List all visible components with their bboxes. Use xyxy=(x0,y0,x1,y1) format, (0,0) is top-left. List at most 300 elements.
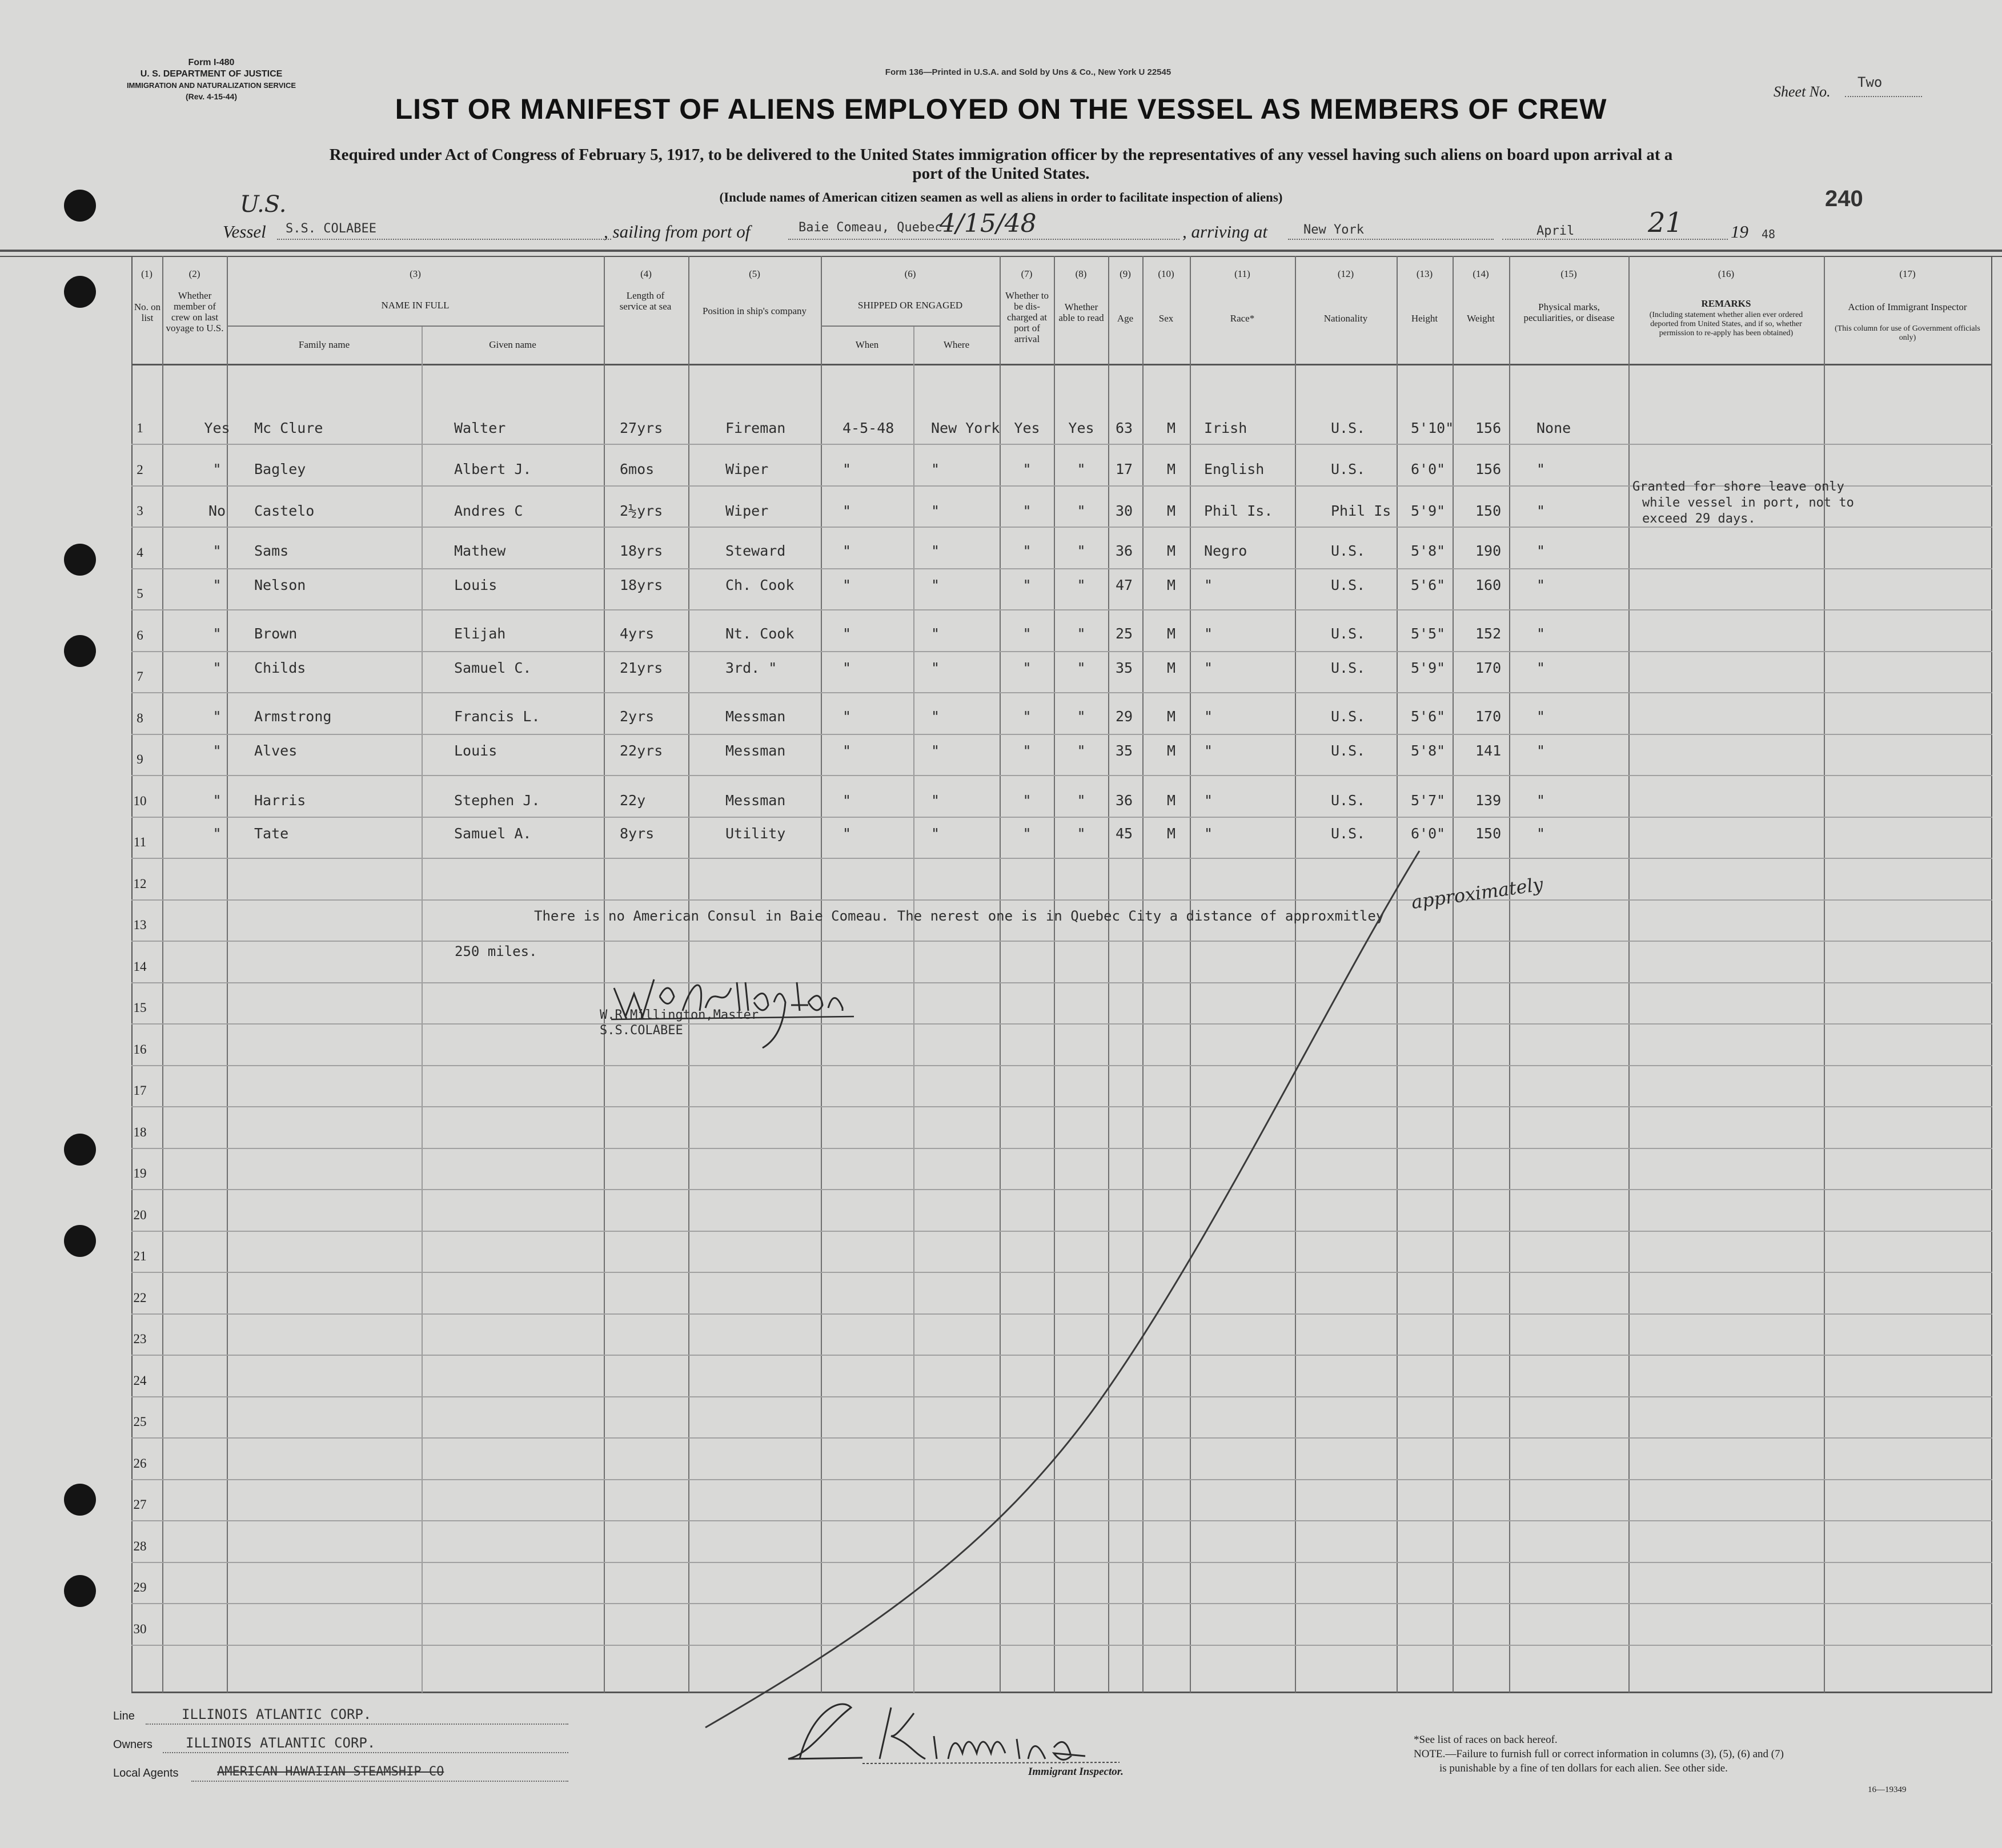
remarks-line3: exceed 29 days. xyxy=(1642,512,1756,526)
row-number: 4 xyxy=(137,545,143,560)
inspector-signature xyxy=(777,1690,1131,1776)
cell-service: 8yrs xyxy=(620,825,655,842)
cell-marks: " xyxy=(1536,742,1546,759)
remarks-line2: while vessel in port, not to xyxy=(1642,496,1854,510)
footer-line-label: Line xyxy=(113,1710,135,1722)
cell-family: Sams xyxy=(254,543,289,559)
table-top-border-2 xyxy=(0,256,2002,257)
cell-given: Elijah xyxy=(454,625,506,642)
cell-weight: 141 xyxy=(1475,742,1502,759)
cell-marks: " xyxy=(1536,577,1546,593)
department: U. S. DEPARTMENT OF JUSTICE xyxy=(140,69,283,79)
col-hdr-age: Age xyxy=(1117,313,1134,324)
cell-weight: 170 xyxy=(1475,708,1502,725)
col-num-14: (14) xyxy=(1473,268,1489,279)
cell-prev: " xyxy=(212,742,222,759)
cell-given: Samuel C. xyxy=(454,660,532,676)
col-num-15: (15) xyxy=(1560,268,1577,279)
row-number: 13 xyxy=(133,918,147,932)
binder-hole xyxy=(64,1575,96,1607)
cell-read: " xyxy=(1077,825,1086,842)
cell-nationality: U.S. xyxy=(1331,420,1366,436)
cell-where: " xyxy=(931,503,940,519)
us-mark: U.S. xyxy=(240,191,287,218)
cell-age: 36 xyxy=(1116,543,1133,559)
cell-given: Andres C xyxy=(454,503,523,519)
arrival-day: 21 xyxy=(1648,207,1683,239)
cell-position: Messman xyxy=(725,742,786,759)
table-right-border xyxy=(1991,256,1992,1693)
cell-age: 36 xyxy=(1116,792,1133,809)
row-number: 29 xyxy=(133,1580,147,1594)
cell-nationality: U.S. xyxy=(1331,742,1366,759)
cell-sex: M xyxy=(1167,577,1176,593)
col-num-9: (9) xyxy=(1120,268,1131,279)
cell-family: Tate xyxy=(254,825,289,842)
cell-nationality: Phil Is xyxy=(1331,503,1391,519)
binder-hole xyxy=(64,1225,96,1257)
cell-read: " xyxy=(1077,503,1086,519)
cell-nationality: U.S. xyxy=(1331,825,1366,842)
col-hdr-action: Action of Immigrant Inspector xyxy=(1848,302,1967,312)
row-number: 17 xyxy=(133,1083,147,1098)
master-typed-vessel: S.S.COLABEE xyxy=(600,1023,683,1038)
cell-sex: M xyxy=(1167,503,1176,519)
cell-marks: " xyxy=(1536,825,1546,842)
port-name: Baie Comeau, Quebec xyxy=(799,220,942,235)
row-number: 5 xyxy=(137,586,143,601)
cell-where: " xyxy=(931,543,940,559)
col-hdr-service: Length of service at sea xyxy=(619,290,672,312)
cell-sex: M xyxy=(1167,708,1176,725)
row-number: 12 xyxy=(133,876,147,891)
cell-service: 2yrs xyxy=(620,708,655,725)
cell-prev: " xyxy=(212,660,222,676)
col-hdr-given-name: Given name xyxy=(489,339,536,350)
footer-note-races: *See list of races on back hereof. xyxy=(1414,1734,1558,1746)
row-rule xyxy=(131,692,1992,693)
cell-age: 25 xyxy=(1116,625,1133,642)
cell-nationality: U.S. xyxy=(1331,543,1366,559)
cell-prev: " xyxy=(212,461,222,477)
col-hdr-when: When xyxy=(855,339,879,350)
row-number: 21 xyxy=(133,1249,147,1263)
cell-prev: " xyxy=(212,543,222,559)
col-hdr-family-name: Family name xyxy=(298,339,350,350)
cell-age: 35 xyxy=(1116,660,1133,676)
arriving-port: New York xyxy=(1303,223,1364,237)
cell-race: Negro xyxy=(1204,543,1247,559)
footer-line-value: ILLINOIS ATLANTIC CORP. xyxy=(182,1706,372,1722)
cell-where: " xyxy=(931,742,940,759)
col-divider xyxy=(1453,256,1454,1693)
cell-discharged: Yes xyxy=(1014,420,1040,436)
cell-family: Bagley xyxy=(254,461,306,477)
cell-weight: 156 xyxy=(1475,420,1502,436)
cell-discharged: " xyxy=(1022,742,1032,759)
cell-service: 27yrs xyxy=(620,420,663,436)
row-number: 1 xyxy=(137,421,143,435)
revision: (Rev. 4-15-44) xyxy=(185,92,237,101)
cell-when: " xyxy=(842,825,852,842)
cell-height: 5'9" xyxy=(1411,660,1446,676)
cell-prev: " xyxy=(212,708,222,725)
cell-race: Irish xyxy=(1204,420,1247,436)
cell-weight: 150 xyxy=(1475,825,1502,842)
col-num-6: (6) xyxy=(904,268,916,279)
cell-age: 35 xyxy=(1116,742,1133,759)
printer-line: Form 136—Printed in U.S.A. and Sold by Uns & Co., New York U 22545 xyxy=(885,67,1171,77)
cell-position: Wiper xyxy=(725,503,769,519)
cell-height: 5'9" xyxy=(1411,503,1446,519)
cell-race: " xyxy=(1204,825,1213,842)
arriving-label: , arriving at xyxy=(1182,222,1267,242)
col-hdr-no: No. on list xyxy=(134,302,161,323)
row-rule xyxy=(131,775,1992,776)
cell-discharged: " xyxy=(1022,708,1032,725)
cancel-diagonal-line xyxy=(697,845,1439,1736)
footer-agents-label: Local Agents xyxy=(113,1767,179,1779)
cell-when: " xyxy=(842,792,852,809)
row-number: 19 xyxy=(133,1166,147,1180)
col-hdr-weight: Weight xyxy=(1467,313,1495,324)
cell-race: Phil Is. xyxy=(1204,503,1273,519)
row-number: 16 xyxy=(133,1042,147,1056)
col-hdr-name: NAME IN FULL xyxy=(381,300,450,311)
cell-marks: " xyxy=(1536,625,1546,642)
cell-discharged: " xyxy=(1022,543,1032,559)
col-divider xyxy=(1628,256,1630,1693)
cell-weight: 190 xyxy=(1475,543,1502,559)
cell-where: " xyxy=(931,792,940,809)
col-divider xyxy=(1509,256,1510,1693)
consul-note-correction: approximately xyxy=(1410,873,1544,913)
cell-prev: " xyxy=(212,792,222,809)
row-number: 3 xyxy=(137,504,143,518)
cell-service: 2½yrs xyxy=(620,503,663,519)
cell-given: Louis xyxy=(454,577,498,593)
sheet-number: Two xyxy=(1857,74,1883,90)
col-num-2: (2) xyxy=(188,268,200,279)
binder-hole xyxy=(64,1134,96,1166)
cell-age: 17 xyxy=(1116,461,1133,477)
cell-discharged: " xyxy=(1022,825,1032,842)
table-top-border xyxy=(0,250,2002,252)
cell-sex: M xyxy=(1167,742,1176,759)
col-hdr-sex: Sex xyxy=(1158,313,1174,324)
cell-sex: M xyxy=(1167,543,1176,559)
cell-family: Harris xyxy=(254,792,306,809)
cell-height: 5'8" xyxy=(1411,543,1446,559)
col-num-10: (10) xyxy=(1158,268,1174,279)
row-number: 14 xyxy=(133,959,147,974)
cell-race: " xyxy=(1204,577,1213,593)
cell-family: Armstrong xyxy=(254,708,332,725)
row-number: 26 xyxy=(133,1456,147,1471)
cell-given: Francis L. xyxy=(454,708,540,725)
cell-nationality: U.S. xyxy=(1331,461,1366,477)
row-rule xyxy=(131,527,1992,528)
footer-note-line1: NOTE.—Failure to furnish full or correct information in columns (3), (5), (6) and (7) xyxy=(1414,1748,1784,1760)
sheet-label: Sheet No. xyxy=(1774,83,1831,100)
cell-discharged: " xyxy=(1022,461,1032,477)
cell-age: 30 xyxy=(1116,503,1133,519)
cell-nationality: U.S. xyxy=(1331,792,1366,809)
cell-race: " xyxy=(1204,742,1213,759)
arriving-port-line xyxy=(1288,239,1494,240)
col-num-13: (13) xyxy=(1416,268,1433,279)
cell-race: " xyxy=(1204,708,1213,725)
cell-sex: M xyxy=(1167,825,1176,842)
cell-sex: M xyxy=(1167,461,1176,477)
cell-given: Mathew xyxy=(454,543,506,559)
footer-line-underline xyxy=(146,1724,568,1725)
cell-sex: M xyxy=(1167,625,1176,642)
row-number: 24 xyxy=(133,1373,147,1388)
cell-service: 4yrs xyxy=(620,625,655,642)
cell-read: " xyxy=(1077,792,1086,809)
cell-sex: M xyxy=(1167,792,1176,809)
row-rule xyxy=(131,609,1992,610)
cell-where: " xyxy=(931,660,940,676)
cell-discharged: " xyxy=(1022,625,1032,642)
master-typed-name: W.R.Millington,Master xyxy=(600,1008,759,1022)
row-rule xyxy=(131,444,1992,445)
row-number: 25 xyxy=(133,1415,147,1429)
cell-marks: None xyxy=(1536,420,1571,436)
col-hdr-shipped: SHIPPED OR ENGAGED xyxy=(857,300,963,311)
cell-read: " xyxy=(1077,543,1086,559)
cell-when: " xyxy=(842,503,852,519)
arrival-year: 48 xyxy=(1762,227,1776,241)
cell-given: Walter xyxy=(454,420,506,436)
cell-prev: " xyxy=(212,825,222,842)
cell-age: 47 xyxy=(1116,577,1133,593)
col-hdr-nationality: Nationality xyxy=(1323,313,1368,324)
cell-marks: " xyxy=(1536,461,1546,477)
cell-nationality: U.S. xyxy=(1331,577,1366,593)
vessel-name: S.S. COLABEE xyxy=(286,222,376,236)
footer-owners-value: ILLINOIS ATLANTIC CORP. xyxy=(186,1735,376,1751)
row-number: 2 xyxy=(137,462,143,477)
cell-given: Louis xyxy=(454,742,498,759)
row-rule xyxy=(131,568,1992,569)
cell-read: " xyxy=(1077,742,1086,759)
cell-read: " xyxy=(1077,461,1086,477)
cell-family: Alves xyxy=(254,742,298,759)
col-hdr-action-note: (This column for use of Government officials only) xyxy=(1835,324,1980,342)
vessel-label: Vessel xyxy=(223,222,266,242)
cell-family: Castelo xyxy=(254,503,315,519)
service: IMMIGRATION AND NATURALIZATION SERVICE xyxy=(126,81,296,90)
consul-note-line1: There is no American Consul in Baie Comeau. The nerest one is in Quebec City a distance of approxmitley xyxy=(534,908,1385,924)
cell-marks: " xyxy=(1536,660,1546,676)
footer-agents-underline xyxy=(191,1781,568,1782)
col-hdr-where: Where xyxy=(943,339,970,350)
col-num-1: (1) xyxy=(141,268,153,279)
cell-family: Nelson xyxy=(254,577,306,593)
col-hdr-remarks-note: (Including statement whether alien ever ordered deported from United States, and if so, whether permission to re-apply has been obtained) xyxy=(1649,311,1803,338)
footer-agents-value: AMERICAN-HAWAIIAN STEAMSHIP CO xyxy=(217,1765,444,1779)
cell-height: 5'5" xyxy=(1411,625,1446,642)
row-number: 27 xyxy=(133,1497,147,1512)
cell-service: 6mos xyxy=(620,461,655,477)
row-rule xyxy=(131,734,1992,735)
cell-marks: " xyxy=(1536,792,1546,809)
cell-height: 5'10" xyxy=(1411,420,1454,436)
cell-weight: 150 xyxy=(1475,503,1502,519)
cell-where: " xyxy=(931,577,940,593)
col-num-3: (3) xyxy=(410,268,421,279)
cell-nationality: U.S. xyxy=(1331,708,1366,725)
cell-weight: 139 xyxy=(1475,792,1502,809)
col-divider xyxy=(604,256,605,1693)
sailing-date: 4/15/48 xyxy=(940,209,1037,238)
cell-service: 18yrs xyxy=(620,577,663,593)
vessel-name-line xyxy=(277,239,611,240)
cell-family: Childs xyxy=(254,660,306,676)
year-prefix: 19 xyxy=(1731,222,1748,242)
header-bottom-border xyxy=(131,364,1992,365)
cell-when: " xyxy=(842,742,852,759)
cell-where: " xyxy=(931,461,940,477)
cell-race: " xyxy=(1204,625,1213,642)
cell-where: New York xyxy=(931,420,1000,436)
cell-nationality: U.S. xyxy=(1331,625,1366,642)
cell-discharged: " xyxy=(1022,577,1032,593)
cell-race: " xyxy=(1204,792,1213,809)
cell-position: Fireman xyxy=(725,420,786,436)
row-number: 18 xyxy=(133,1124,147,1139)
col-hdr-marks: Physical marks, peculiarities, or disease xyxy=(1523,302,1615,323)
cell-position: Steward xyxy=(725,543,786,559)
cell-weight: 156 xyxy=(1475,461,1502,477)
page-title: LIST OR MANIFEST OF ALIENS EMPLOYED ON THE VESSEL AS MEMBERS OF CREW xyxy=(395,93,1607,125)
col-num-12: (12) xyxy=(1337,268,1354,279)
row-number: 20 xyxy=(133,1207,147,1222)
row-number: 23 xyxy=(133,1332,147,1346)
arrival-month: April xyxy=(1536,224,1575,238)
col-num-17: (17) xyxy=(1899,268,1916,279)
cell-position: Wiper xyxy=(725,461,769,477)
name-sub-divider xyxy=(227,326,604,327)
cell-position: Utility xyxy=(725,825,786,842)
row-number: 28 xyxy=(133,1538,147,1553)
row-number: 10 xyxy=(133,793,147,808)
cell-height: 5'6" xyxy=(1411,708,1446,725)
col-hdr-race: Race* xyxy=(1230,313,1255,324)
binder-hole xyxy=(64,544,96,576)
row-rule xyxy=(131,651,1992,652)
cell-given: Stephen J. xyxy=(454,792,540,809)
cell-service: 18yrs xyxy=(620,543,663,559)
subtitle-line1: Required under Act of Congress of February 5, 1917, to be delivered to the United States immigration officer by the representatives of any vessel having such aliens on board upon arrival at a xyxy=(329,146,1673,164)
form-code: 16—19349 xyxy=(1868,1785,1907,1794)
cell-marks: " xyxy=(1536,708,1546,725)
cell-when: 4-5-48 xyxy=(842,420,894,436)
cell-height: 5'7" xyxy=(1411,792,1446,809)
cell-weight: 152 xyxy=(1475,625,1502,642)
cell-height: 6'0" xyxy=(1411,461,1446,477)
footer-owners-label: Owners xyxy=(113,1738,153,1751)
row-number: 30 xyxy=(133,1621,147,1636)
cell-position: Messman xyxy=(725,792,786,809)
cell-service: 22y xyxy=(620,792,646,809)
cell-race: " xyxy=(1204,660,1213,676)
cell-given: Albert J. xyxy=(454,461,532,477)
binder-hole xyxy=(64,276,96,308)
port-line xyxy=(788,239,1179,240)
col-hdr-remarks: REMARKS xyxy=(1701,298,1751,309)
cell-when: " xyxy=(842,543,852,559)
col-divider xyxy=(1824,256,1825,1693)
col-divider xyxy=(422,326,423,1693)
row-number: 15 xyxy=(133,1001,147,1015)
cell-read: Yes xyxy=(1068,420,1094,436)
cell-position: Nt. Cook xyxy=(725,625,795,642)
cell-marks: " xyxy=(1536,503,1546,519)
cell-when: " xyxy=(842,577,852,593)
cell-read: " xyxy=(1077,577,1086,593)
cell-discharged: " xyxy=(1022,660,1032,676)
col-hdr-position: Position in ship's company xyxy=(702,306,807,316)
row-number: 9 xyxy=(137,752,143,766)
cell-service: 22yrs xyxy=(620,742,663,759)
cell-marks: " xyxy=(1536,543,1546,559)
cell-prev: " xyxy=(212,625,222,642)
cell-read: " xyxy=(1077,660,1086,676)
cell-age: 45 xyxy=(1116,825,1133,842)
footer-note-line2: is punishable by a fine of ten dollars for each alien. See other side. xyxy=(1439,1762,1728,1774)
col-num-8: (8) xyxy=(1075,268,1087,279)
cell-weight: 160 xyxy=(1475,577,1502,593)
cell-race: English xyxy=(1204,461,1265,477)
cell-when: " xyxy=(842,660,852,676)
cell-where: " xyxy=(931,708,940,725)
cell-prev: Yes xyxy=(204,420,230,436)
cell-height: 5'8" xyxy=(1411,742,1446,759)
cell-read: " xyxy=(1077,625,1086,642)
cell-position: 3rd. " xyxy=(725,660,777,676)
inspector-label: Immigrant Inspector. xyxy=(1028,1766,1124,1778)
col-num-16: (16) xyxy=(1718,268,1735,279)
cell-weight: 170 xyxy=(1475,660,1502,676)
col-num-4: (4) xyxy=(640,268,652,279)
col-hdr-read: Whether able to read xyxy=(1058,302,1104,323)
cell-position: Ch. Cook xyxy=(725,577,795,593)
cell-height: 5'6" xyxy=(1411,577,1446,593)
col-hdr-height: Height xyxy=(1411,313,1438,324)
cell-age: 63 xyxy=(1116,420,1133,436)
footer-owners-underline xyxy=(163,1752,568,1753)
cell-height: 6'0" xyxy=(1411,825,1446,842)
cell-sex: M xyxy=(1167,420,1176,436)
col-num-7: (7) xyxy=(1021,268,1033,279)
remarks-line1: Granted for shore leave only xyxy=(1632,480,1844,494)
cell-nationality: U.S. xyxy=(1331,660,1366,676)
stamp-number: 240 xyxy=(1825,186,1863,211)
subtitle-note: (Include names of American citizen seamen as well as aliens in order to facilitate inspection of aliens) xyxy=(719,190,1283,204)
cell-read: " xyxy=(1077,708,1086,725)
cell-age: 29 xyxy=(1116,708,1133,725)
cell-prev: " xyxy=(212,577,222,593)
row-number: 22 xyxy=(133,1290,147,1305)
row-number: 7 xyxy=(137,669,143,684)
cell-where: " xyxy=(931,825,940,842)
cell-when: " xyxy=(842,461,852,477)
row-rule xyxy=(131,817,1992,818)
cell-position: Messman xyxy=(725,708,786,725)
